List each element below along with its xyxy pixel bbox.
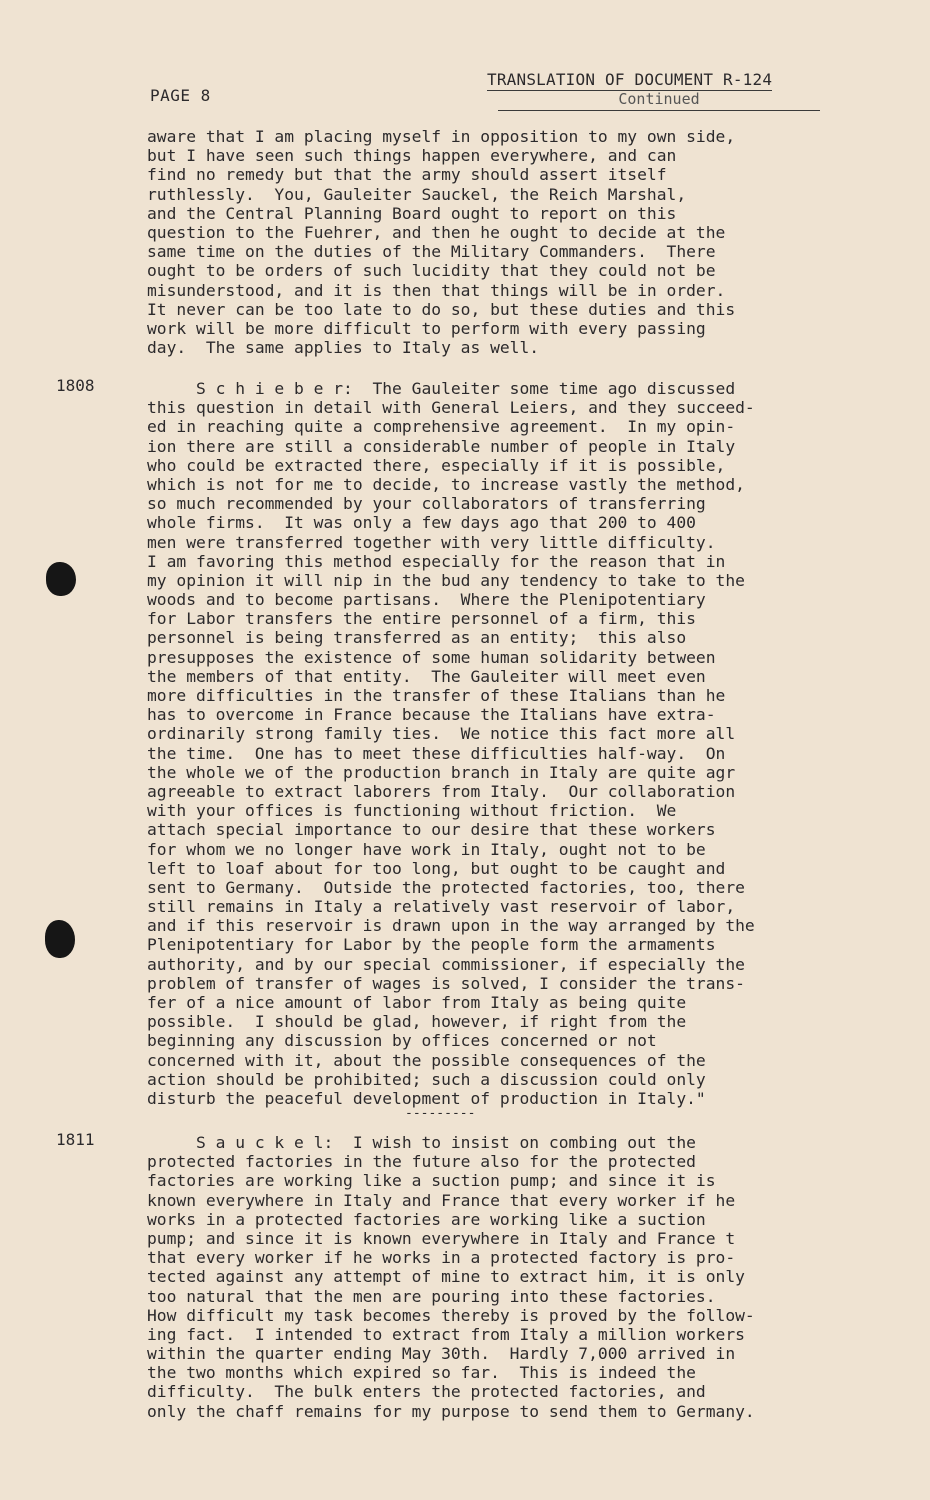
paragraph-1 (147, 127, 857, 357)
text-line: work will be more difficult to perform with every passing (147, 318, 706, 338)
text-line: who could be extracted there, especially if it is possible, (147, 455, 726, 475)
text-line: attach special importance to our desire that these workers (147, 820, 716, 840)
text-line: the time. One has to meet these difficulties half-way. On (147, 743, 726, 763)
text-line: works in a protected factories are working like a suction (147, 1209, 706, 1229)
page-number: PAGE 8 (150, 86, 211, 105)
text-line: problem of transfer of wages is solved, I consider the trans- (147, 973, 745, 993)
text-line: whole firms. It was only a few days ago that 200 to 400 (147, 513, 696, 533)
paragraph-3 (147, 1133, 857, 1421)
text-line: find no remedy but that the army should assert itself (147, 165, 667, 185)
text-line: S c h i e b e r: The Gauleiter some time ago discussed (147, 379, 736, 398)
paragraph-2 (147, 379, 857, 1120)
punch-hole-bottom (45, 920, 75, 958)
text-line: still remains in Italy a relatively vast reservoir of labor, (147, 897, 736, 917)
text-line: possible. I should be glad, however, if right from the (147, 1012, 687, 1032)
text-line: within the quarter ending May 30th. Hardly 7,000 arrived in (147, 1344, 736, 1364)
line-number-1811: 1811 (56, 1130, 95, 1149)
text-line: too natural that the men are pouring into these factories. (147, 1286, 716, 1306)
text-line: more difficulties in the transfer of these Italians than he (147, 686, 726, 705)
text-line: ought to be orders of such lucidity that they could not be (147, 261, 716, 281)
text-line: so much recommended by your collaborators of transferring (147, 494, 706, 514)
text-line: presupposes the existence of some human solidarity between (147, 647, 716, 667)
text-line: ed in reaching quite a comprehensive agreement. In my opin- (147, 417, 736, 437)
text-line: I am favoring this method especially for the reason that in (147, 551, 726, 571)
text-line: for whom we no longer have work in Italy, ought not to be (147, 839, 706, 859)
separator-dashes: --------- (405, 1106, 476, 1122)
text-line: beginning any discussion by offices concerned or not (147, 1031, 657, 1051)
text-line: that every worker if he works in a protected factory is pro- (147, 1248, 736, 1268)
text-line: tected against any attempt of mine to extract him, it is only (147, 1267, 745, 1287)
section-separator (147, 1108, 857, 1120)
text-line: concerned with it, about the possible consequences of the (147, 1050, 706, 1070)
text-line: the two months which expired so far. This is indeed the (147, 1363, 696, 1383)
text-line: ordinarily strong family ties. We notice this fact more all (147, 724, 736, 744)
text-line: It never can be too late to do so, but these duties and this (147, 299, 736, 319)
text-line: disturb the peaceful development of production in Italy." (147, 1088, 706, 1108)
document-subtitle: Continued (498, 90, 820, 111)
text-line: agreeable to extract laborers from Italy. Our collaboration (147, 781, 736, 801)
punch-hole-top (46, 562, 76, 596)
text-line: action should be prohibited; such a discussion could only (147, 1069, 706, 1089)
text-line: my opinion it will nip in the bud any tendency to take to the (147, 570, 745, 590)
text-line: the whole we of the production branch in Italy are quite agr (147, 762, 736, 782)
text-line: personnel is being transferred as an entity; this also (147, 628, 687, 648)
text-line: which is not for me to decide, to increase vastly the method, (147, 474, 745, 494)
document-title: TRANSLATION OF DOCUMENT R-124 (487, 70, 773, 89)
text-line: aware that I am placing myself in opposition to my own side, (147, 127, 736, 146)
text-line: known everywhere in Italy and France that every worker if he (147, 1190, 736, 1210)
text-line: question to the Fuehrer, and then he ought to decide at the (147, 222, 726, 242)
text-line: difficulty. The bulk enters the protected factories, and (147, 1382, 706, 1402)
text-line: ing fact. I intended to extract from Italy a million workers (147, 1324, 745, 1344)
text-line: ruthlessly. You, Gauleiter Sauckel, the Reich Marshal, (147, 184, 687, 204)
line-number-1808: 1808 (56, 376, 95, 395)
text-line: factories are working like a suction pump; and since it is (147, 1171, 716, 1191)
text-line: and if this reservoir is drawn upon in the way arranged by the (147, 916, 755, 936)
text-line: sent to Germany. Outside the protected factories, too, there (147, 877, 745, 897)
text-line: authority, and by our special commissioner, if especially the (147, 954, 745, 974)
text-line: the members of that entity. The Gauleiter will meet even (147, 666, 706, 686)
text-line: day. The same applies to Italy as well. (147, 338, 540, 358)
text-line: protected factories in the future also for the protected (147, 1152, 696, 1172)
text-line: has to overcome in France because the Italians have extra- (147, 705, 716, 725)
text-line: same time on the duties of the Military Commanders. There (147, 242, 716, 262)
text-line: ion there are still a considerable number of people in Italy (147, 436, 736, 456)
text-line: woods and to become partisans. Where the Plenipotentiary (147, 590, 706, 610)
text-line: but I have seen such things happen everywhere, and can (147, 146, 677, 166)
text-line: left to loaf about for too long, but ought to be caught and (147, 858, 726, 878)
text-line: misunderstood, and it is then that things will be in order. (147, 280, 726, 300)
text-line: and the Central Planning Board ought to report on this (147, 203, 677, 223)
text-line: How difficult my task becomes thereby is proved by the follow- (147, 1305, 755, 1325)
text-line: for Labor transfers the entire personnel of a firm, this (147, 609, 696, 629)
text-line: with your offices is functioning without friction. We (147, 801, 677, 821)
text-line: fer of a nice amount of labor from Italy as being quite (147, 993, 687, 1012)
text-line: S a u c k e l: I wish to insist on combing out the (147, 1133, 696, 1152)
text-line: men were transferred together with very little difficulty. (147, 532, 716, 552)
text-line: pump; and since it is known everywhere in Italy and France t (147, 1228, 736, 1248)
text-line: Plenipotentiary for Labor by the people form the armaments (147, 935, 716, 955)
text-line: only the chaff remains for my purpose to send them to Germany. (147, 1401, 755, 1421)
text-line: this question in detail with General Leiers, and they succeed- (147, 398, 755, 418)
